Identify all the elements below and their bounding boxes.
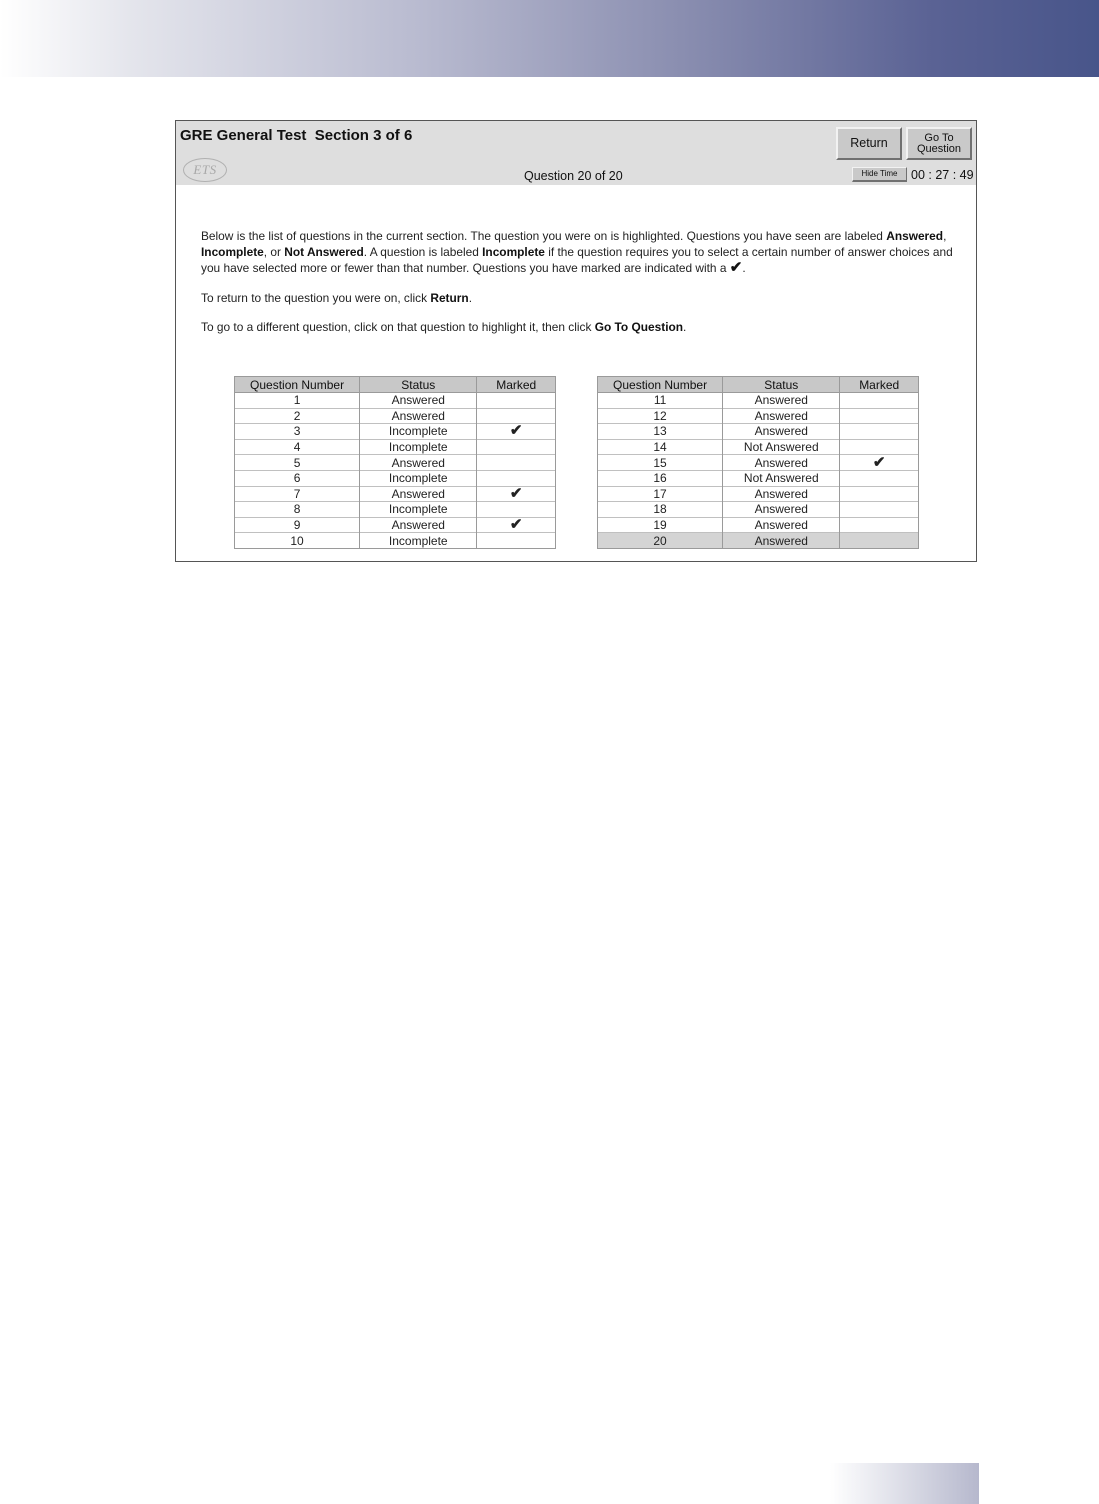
question-row[interactable] (598, 408, 919, 424)
question-number-cell: 6 (235, 470, 360, 486)
question-number-cell: 8 (235, 502, 360, 518)
question-number-cell: 4 (235, 439, 360, 455)
question-marked-cell (477, 502, 556, 518)
question-number-cell: 7 (235, 486, 360, 502)
go-to-question-button[interactable]: Go To Question (906, 127, 972, 160)
question-number-cell: 17 (598, 486, 723, 502)
column-header-marked: Marked (477, 377, 556, 393)
question-status-cell: Answered (360, 486, 477, 502)
instructions-text: Below is the list of questions in the current section. The question you were on is highlighted. Questions you have seen are labeled (201, 229, 887, 243)
question-number-cell: 3 (235, 424, 360, 440)
question-marked-cell (477, 470, 556, 486)
question-number-cell: 10 (235, 533, 360, 549)
question-status-cell: Answered (360, 517, 477, 533)
column-header-status: Status (723, 377, 840, 393)
question-number-cell: 20 (598, 533, 723, 549)
return-button[interactable]: Return (836, 127, 902, 160)
hide-time-button[interactable]: Hide Time (852, 167, 907, 182)
question-marked-cell (477, 517, 556, 533)
instructions-text: . (468, 290, 472, 305)
page-header-band (0, 0, 1099, 77)
question-row[interactable] (598, 439, 919, 455)
question-row[interactable] (235, 408, 556, 424)
question-row[interactable] (598, 517, 919, 533)
question-marked-cell (477, 393, 556, 409)
question-status-cell: Answered (723, 408, 840, 424)
instructions-paragraph-3 (201, 320, 961, 336)
question-marked-cell (840, 455, 919, 471)
question-marked-cell (840, 486, 919, 502)
question-number-cell: 14 (598, 439, 723, 455)
question-row[interactable] (598, 533, 919, 549)
question-marked-cell (477, 424, 556, 440)
question-status-cell: Answered (723, 486, 840, 502)
checkmark-icon: ✔ (729, 259, 743, 276)
term-go-to-question: Go To Question (594, 320, 684, 334)
question-row[interactable] (235, 439, 556, 455)
question-marked-cell (477, 455, 556, 471)
question-number-cell: 18 (598, 502, 723, 518)
column-header-marked: Marked (840, 377, 919, 393)
instructions (201, 229, 961, 350)
question-marked-cell (477, 439, 556, 455)
instructions-text: . A question is labeled (363, 244, 483, 259)
question-row[interactable] (235, 455, 556, 471)
question-row[interactable] (598, 486, 919, 502)
question-status-cell: Not Answered (723, 439, 840, 455)
question-marked-cell (840, 393, 919, 409)
column-header-question-number: Question Number (598, 377, 723, 393)
question-status-cell: Answered (723, 517, 840, 533)
instructions-paragraph-2 (201, 291, 961, 307)
question-row[interactable] (235, 502, 556, 518)
instructions-text: if the question requires you to select a certain number of answer choices and you have selected more or fewer than that number. Questions you have marked are indicated with a (201, 244, 953, 275)
question-status-cell: Answered (723, 502, 840, 518)
question-number-cell: 19 (598, 517, 723, 533)
question-marked-cell (477, 486, 556, 502)
question-status-cell: Answered (360, 393, 477, 409)
question-row[interactable] (598, 424, 919, 440)
title-bar (176, 121, 976, 185)
instructions-text: To return to the question you were on, click (201, 290, 431, 305)
checkmark-icon: ✔ (872, 453, 886, 471)
question-row[interactable] (598, 502, 919, 518)
term-answered: Answered (886, 229, 944, 243)
question-counter: Question 20 of 20 (524, 169, 623, 183)
instructions-paragraph-1 (201, 229, 961, 277)
term-return: Return (430, 290, 469, 305)
question-status-cell: Incomplete (360, 502, 477, 518)
table-header-row (598, 377, 919, 393)
column-header-question-number: Question Number (235, 377, 360, 393)
question-row[interactable] (598, 455, 919, 471)
question-number-cell: 15 (598, 455, 723, 471)
question-row[interactable] (235, 470, 556, 486)
term-incomplete: Incomplete (482, 244, 545, 259)
question-row[interactable] (235, 486, 556, 502)
question-table-right (597, 376, 919, 549)
question-row[interactable] (235, 393, 556, 409)
column-header-status: Status (360, 377, 477, 393)
question-status-cell: Incomplete (360, 439, 477, 455)
question-status-cell: Incomplete (360, 533, 477, 549)
question-marked-cell (840, 502, 919, 518)
question-marked-cell (840, 439, 919, 455)
checkmark-icon: ✔ (509, 484, 523, 502)
instructions-text: , or (263, 244, 285, 259)
question-number-cell: 13 (598, 424, 723, 440)
question-number-cell: 9 (235, 517, 360, 533)
question-status-cell: Answered (723, 533, 840, 549)
question-number-cell: 12 (598, 408, 723, 424)
table-header-row (235, 377, 556, 393)
question-status-cell: Not Answered (723, 470, 840, 486)
test-review-screen (175, 120, 977, 562)
question-number-cell: 5 (235, 455, 360, 471)
question-marked-cell (477, 408, 556, 424)
question-status-cell: Answered (723, 424, 840, 440)
term-incomplete: Incomplete (201, 244, 264, 259)
question-status-cell: Incomplete (360, 424, 477, 440)
question-row[interactable] (235, 533, 556, 549)
instructions-text: . (683, 320, 687, 334)
question-number-cell: 11 (598, 393, 723, 409)
question-number-cell: 1 (235, 393, 360, 409)
checkmark-icon: ✔ (509, 422, 523, 440)
question-marked-cell (840, 517, 919, 533)
checkmark-icon: ✔ (509, 516, 523, 534)
question-marked-cell (840, 408, 919, 424)
question-marked-cell (840, 424, 919, 440)
section-title: GRE General Test Section 3 of 6 (180, 127, 413, 144)
term-not-answered: Not Answered (284, 244, 364, 259)
question-marked-cell (840, 533, 919, 549)
countdown-timer: 00 : 27 : 49 (911, 168, 974, 182)
question-marked-cell (840, 470, 919, 486)
question-status-cell: Answered (723, 455, 840, 471)
question-row[interactable] (598, 470, 919, 486)
question-row[interactable] (235, 517, 556, 533)
page-footer-tab (830, 1463, 979, 1504)
question-status-cell: Answered (360, 408, 477, 424)
question-status-cell: Answered (360, 455, 477, 471)
question-row[interactable] (598, 393, 919, 409)
instructions-text: To go to a different question, click on that question to highlight it, then click (201, 320, 595, 334)
instructions-text: . (742, 261, 746, 275)
question-number-cell: 2 (235, 408, 360, 424)
question-table-left (234, 376, 556, 549)
question-status-cell: Incomplete (360, 470, 477, 486)
ets-logo: ETS (183, 158, 227, 182)
question-row[interactable] (235, 424, 556, 440)
instructions-text: , (943, 229, 947, 243)
question-status-cell: Answered (723, 393, 840, 409)
question-number-cell: 16 (598, 470, 723, 486)
question-marked-cell (477, 533, 556, 549)
